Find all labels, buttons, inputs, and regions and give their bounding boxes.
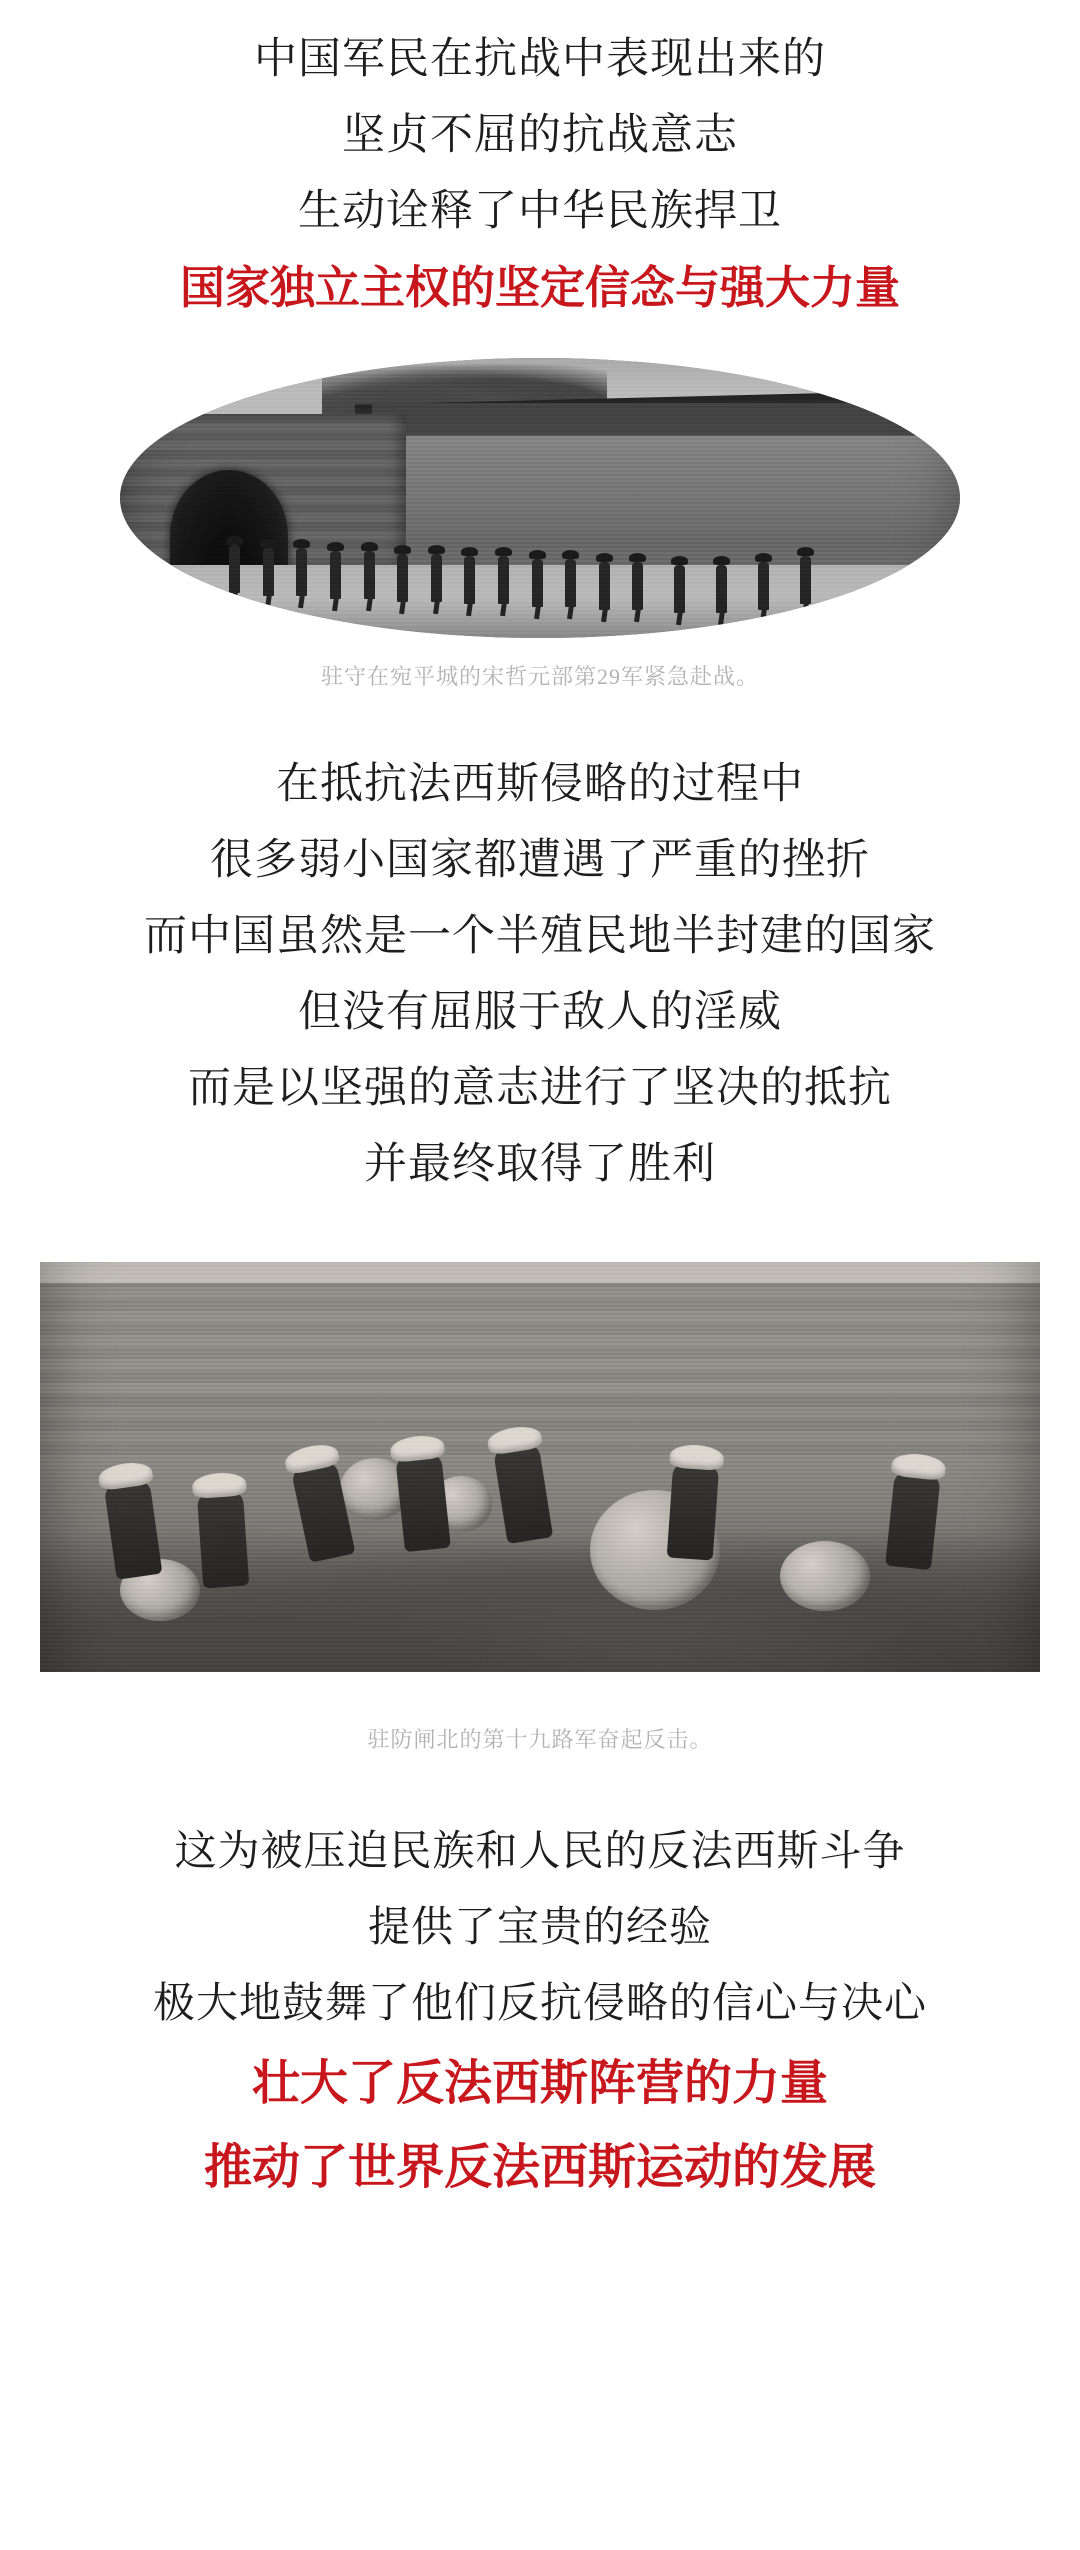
historic-photo-29th-army [120,358,960,638]
photo1-vignette [120,358,960,638]
middle-line-1: 在抵抗法西斯侵略的过程中 [276,761,804,808]
photo2-torn-edge-top [40,1237,1040,1262]
photo-figure-2 [40,1237,1040,1754]
intro-line-3: 生动诠释了中华民族捍卫 [298,188,782,235]
middle-line-2: 很多弱小国家都遭遇了严重的挫折 [210,837,870,884]
photo-caption-1: 驻守在宛平城的宋哲元部第29军紧急赴战。 [320,664,759,689]
conclusion-text-block [0,1814,1080,2280]
middle-line-6: 并最终取得了胜利 [364,1141,716,1188]
conclusion-line-2: 提供了宝贵的经验 [367,1905,712,1951]
historic-photo-19th-route-army [40,1237,1040,1697]
intro-line-2: 坚贞不屈的抗战意志 [342,112,738,159]
photo-figure-1 [120,358,960,691]
photo-caption-2: 驻防闸北的第十九路军奋起反击。 [367,1727,713,1752]
intro-line-1: 中国军民在抗战中表现出来的 [254,36,826,83]
conclusion-line-3: 极大地鼓舞了他们反抗侵略的信心与决心 [152,1981,927,2027]
photo2-torn-edge-bottom [40,1672,1040,1697]
middle-line-5: 而是以坚强的意志进行了坚决的抵抗 [188,1065,892,1112]
middle-line-4: 但没有屈服于敌人的淫威 [298,989,782,1036]
conclusion-line-1: 这为被压迫民族和人民的反法西斯斗争 [174,1829,906,1875]
middle-line-3: 而中国虽然是一个半殖民地半封建的国家 [144,913,936,960]
middle-text-block [0,747,1080,1203]
conclusion-accent-line-1: 壮大了反法西斯阵营的力量 [251,2057,828,2110]
intro-text-block [0,0,1080,326]
conclusion-accent-line-2: 推动了世界反法西斯运动的发展 [203,2141,876,2194]
photo2-vignette [40,1237,1040,1697]
photo2-scene [40,1237,1040,1697]
intro-accent-line: 国家独立主权的坚定信念与强大力量 [179,263,900,313]
